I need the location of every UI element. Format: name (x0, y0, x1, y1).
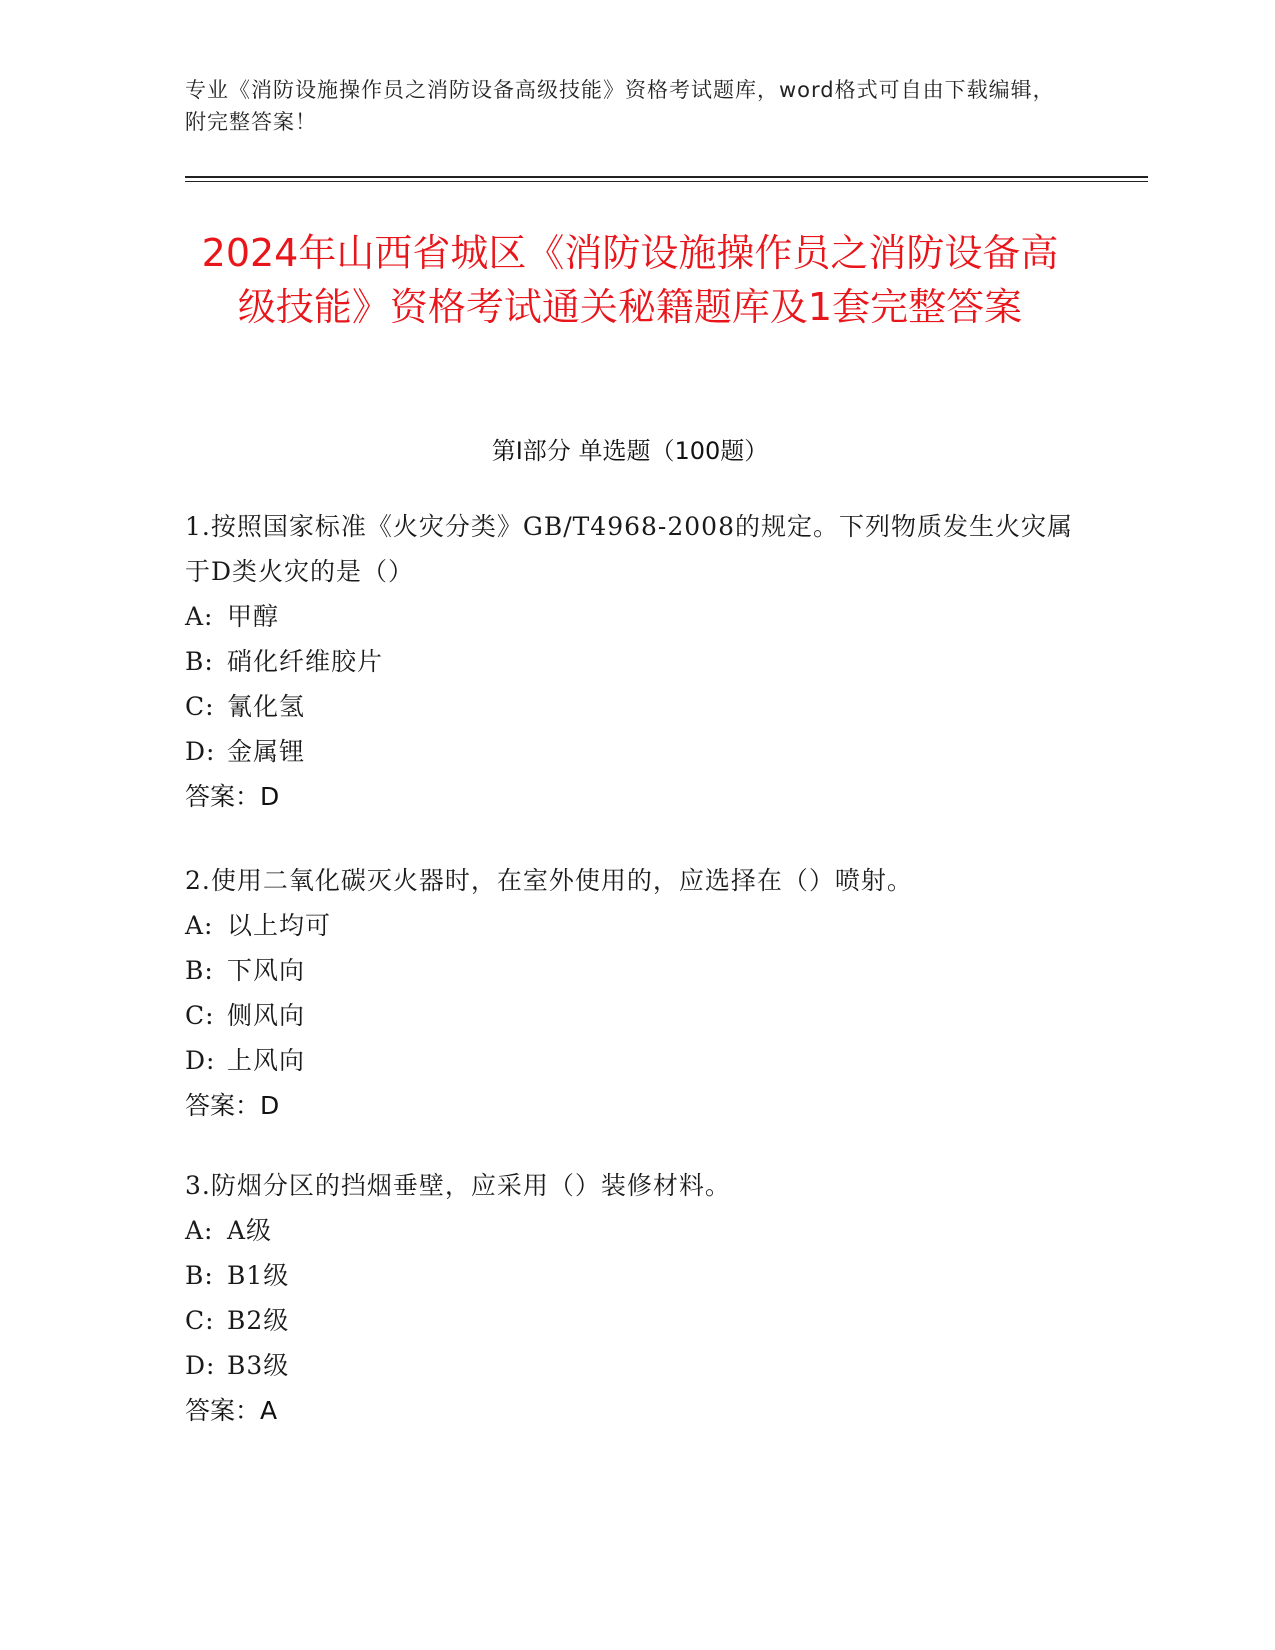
answer-label: 答案： (185, 1396, 261, 1425)
option-c (185, 1298, 1085, 1343)
option-letter: C: (185, 1306, 215, 1335)
option-c (185, 684, 1085, 729)
option-text: B2级 (227, 1306, 290, 1335)
question-1 (185, 504, 1085, 819)
option-letter: A: (185, 1216, 214, 1245)
option-d (185, 1038, 1085, 1083)
option-text: B3级 (227, 1351, 290, 1380)
option-text: 金属锂 (227, 737, 306, 766)
option-letter: C: (185, 692, 215, 721)
answer-label: 答案： (185, 1091, 261, 1120)
option-c (185, 993, 1085, 1038)
option-text: 下风向 (227, 956, 306, 985)
question-stem: 1.按照国家标准《火灾分类》GB/T4968-2008的规定。下列物质发生火灾属于D类火灾的是（） (185, 512, 1073, 586)
option-b (185, 948, 1085, 993)
header-divider-thin (185, 181, 1148, 182)
option-letter: C: (185, 1001, 215, 1030)
option-d (185, 1343, 1085, 1388)
option-a (185, 1208, 1085, 1253)
question-2 (185, 858, 1085, 1128)
option-text: 硝化纤维胶片 (227, 647, 384, 676)
answer-value: D (260, 782, 280, 811)
option-d (185, 729, 1085, 774)
option-letter: D: (185, 1046, 216, 1075)
answer-line (185, 774, 1085, 819)
option-letter: B: (185, 647, 214, 676)
question-stem: 2.使用二氧化碳灭火器时，在室外使用的，应选择在（）喷射。 (185, 866, 913, 895)
option-letter: A: (185, 602, 214, 631)
option-a (185, 594, 1085, 639)
option-text: 侧风向 (227, 1001, 306, 1030)
document-title: 2024年山西省城区《消防设施操作员之消防设备高级技能》资格考试通关秘籍题库及1套完整答案 (201, 231, 1059, 329)
option-text: 以上均可 (227, 911, 332, 940)
option-text: A级 (227, 1216, 273, 1245)
option-a (185, 903, 1085, 948)
answer-line (185, 1388, 1085, 1433)
answer-value: D (260, 1091, 280, 1120)
section-heading: 第I部分 单选题（100题） (491, 437, 769, 465)
option-text: 上风向 (227, 1046, 306, 1075)
option-b (185, 1253, 1085, 1298)
header-note: 专业《消防设施操作员之消防设备高级技能》资格考试题库，word格式可自由下载编辑，附完整答案！ (185, 78, 1055, 134)
option-letter: B: (185, 1261, 214, 1290)
option-letter: B: (185, 956, 214, 985)
question-stem: 3.防烟分区的挡烟垂壁，应采用（）装修材料。 (185, 1171, 731, 1200)
header-divider-thick (185, 176, 1148, 178)
option-text: 氰化氢 (227, 692, 306, 721)
answer-line (185, 1083, 1085, 1128)
answer-label: 答案： (185, 782, 261, 811)
option-text: 甲醇 (227, 602, 280, 631)
option-letter: D: (185, 1351, 216, 1380)
option-letter: D: (185, 737, 216, 766)
option-b (185, 639, 1085, 684)
option-letter: A: (185, 911, 214, 940)
question-3 (185, 1163, 1085, 1433)
answer-value: A (260, 1396, 278, 1425)
option-text: B1级 (227, 1261, 290, 1290)
